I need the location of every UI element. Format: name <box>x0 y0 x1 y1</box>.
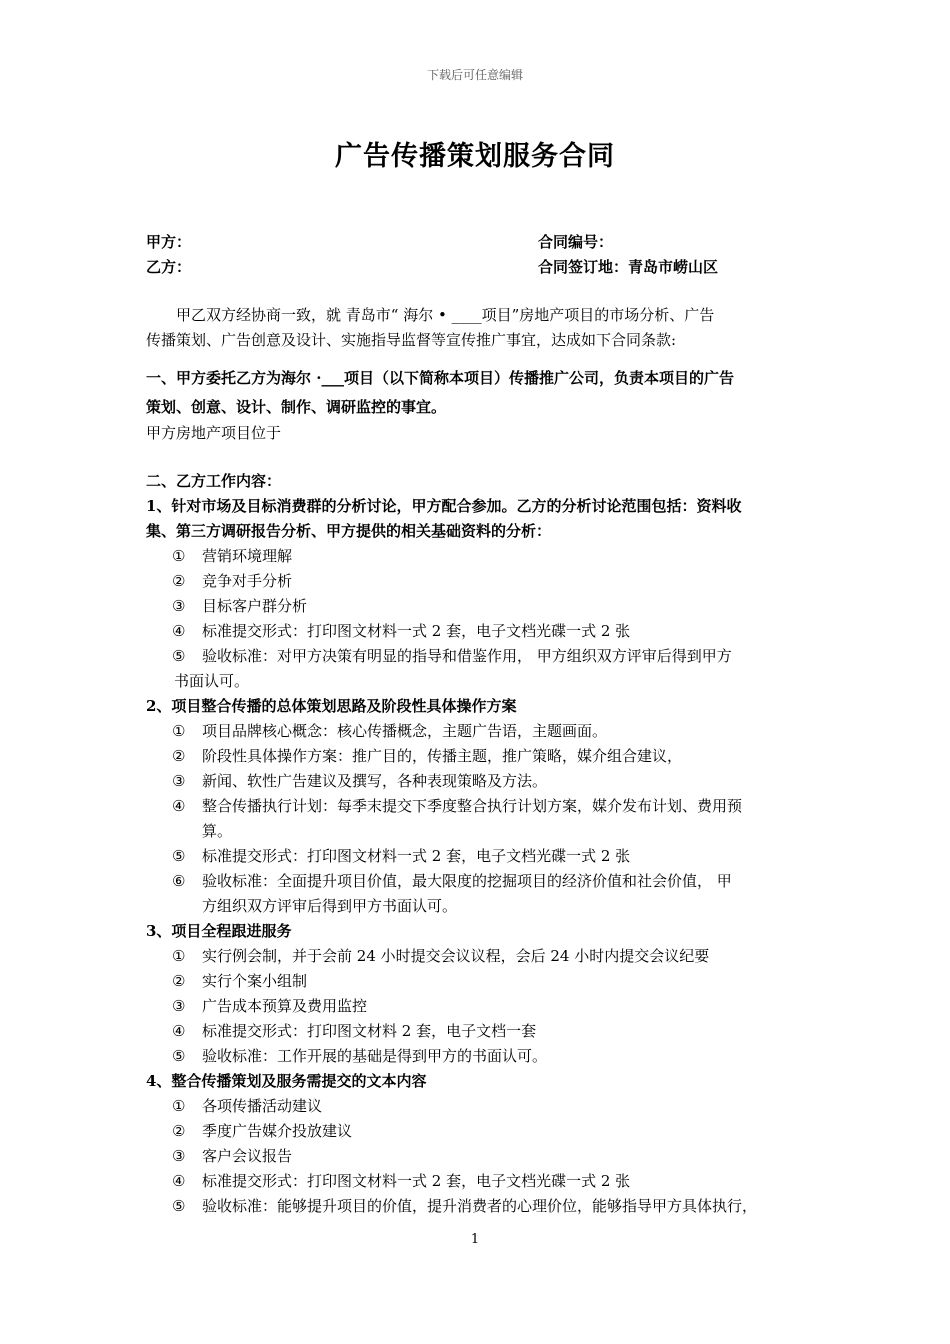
list-item-continuation: 书面认可。 <box>174 672 250 690</box>
list-item: ④ 标准提交形式：打印图文材料 2 套，电子文档一套 <box>172 1022 537 1040</box>
list-item: ⑤ 验收标准：对甲方决策有明显的指导和借鉴作用， 甲方组织双方评审后得到甲方 <box>172 647 732 665</box>
list-item-continuation: 算。 <box>202 822 233 840</box>
section-1-line-2: 策划、创意、设计、制作、调研监控的事宜。 <box>146 398 447 416</box>
list-item: ③ 广告成本预算及费用监控 <box>172 997 368 1015</box>
list-item: ② 季度广告媒介投放建议 <box>172 1122 353 1140</box>
subsection-2-1-line-2: 集、第三方调研报告分析、甲方提供的相关基础资料的分析： <box>146 522 552 540</box>
list-item: ④ 整合传播执行计划：每季末提交下季度整合执行计划方案，媒介发布计划、费用预 <box>172 797 743 815</box>
list-item: ③ 客户会议报告 <box>172 1147 293 1165</box>
list-item: ① 各项传播活动建议 <box>172 1097 323 1115</box>
list-item: ⑤ 标准提交形式：打印图文材料一式 2 套，电子文档光碟一式 2 张 <box>172 847 631 865</box>
list-item-continuation: 方组织双方评审后得到甲方书面认可。 <box>202 897 458 915</box>
subsection-2-3-heading: 3、项目全程跟进服务 <box>146 922 292 940</box>
list-item: ② 实行个案小组制 <box>172 972 308 990</box>
list-item: ② 竞争对手分析 <box>172 572 293 590</box>
section-1-line-1: 一、甲方委托乙方为海尔 ·___项目（以下简称本项目）传播推广公司，负责本项目的广告 <box>146 369 734 387</box>
list-item: ① 实行例会制，并于会前 24 小时提交会议议程，会后 24 小时内提交会议纪要 <box>172 947 710 965</box>
list-item: ④ 标准提交形式：打印图文材料一式 2 套，电子文档光碟一式 2 张 <box>172 622 631 640</box>
intro-line-2: 传播策划、广告创意及设计、实施指导监督等宣传推广事宜，达成如下合同条款: <box>146 331 677 349</box>
list-item: ⑤ 验收标准：能够提升项目的价值，提升消费者的心理价位，能够指导甲方具体执行， <box>172 1197 758 1215</box>
party-b-label: 乙方： <box>146 258 192 276</box>
list-item: ⑥ 验收标准：全面提升项目价值，最大限度的挖掘项目的经济价值和社会价值， 甲 <box>172 872 732 890</box>
list-item: ① 项目品牌核心概念：核心传播概念，主题广告语，主题画面。 <box>172 722 608 740</box>
header-note: 下载后可任意编辑 <box>426 68 523 82</box>
list-item: ① 营销环境理解 <box>172 547 293 565</box>
section-2-heading: 二、乙方工作内容： <box>146 472 282 490</box>
subsection-2-4-heading: 4、整合传播策划及服务需提交的文本内容 <box>146 1072 427 1090</box>
subsection-2-1-line-1: 1、针对市场及目标消费群的分析讨论，甲方配合参加。乙方的分析讨论范围包括：资料收 <box>146 497 742 515</box>
section-1-line-3: 甲方房地产项目位于 <box>146 424 282 442</box>
list-item: ② 阶段性具体操作方案：推广目的，传播主题，推广策略，媒介组合建议， <box>172 747 683 765</box>
list-item: ③ 目标客户群分析 <box>172 597 308 615</box>
page-number: 1 <box>470 1232 480 1247</box>
list-item: ⑤ 验收标准：工作开展的基础是得到甲方的书面认可。 <box>172 1047 548 1065</box>
party-a-label: 甲方： <box>146 233 192 251</box>
subsection-2-2-heading: 2、项目整合传播的总体策划思路及阶段性具体操作方案 <box>146 697 517 715</box>
list-item: ③ 新闻、软性广告建议及撰写，各种表现策略及方法。 <box>172 772 548 790</box>
contract-no-label: 合同编号： <box>538 233 614 251</box>
intro-line-1: 甲乙双方经协商一致，就 青岛市“ 海尔 • ____项目”房地产项目的市场分析、广告 <box>176 306 715 324</box>
signing-place: 合同签订地：青岛市崂山区 <box>538 258 719 276</box>
document-title: 广告传播策划服务合同 <box>335 141 615 172</box>
list-item: ④ 标准提交形式：打印图文材料一式 2 套，电子文档光碟一式 2 张 <box>172 1172 631 1190</box>
